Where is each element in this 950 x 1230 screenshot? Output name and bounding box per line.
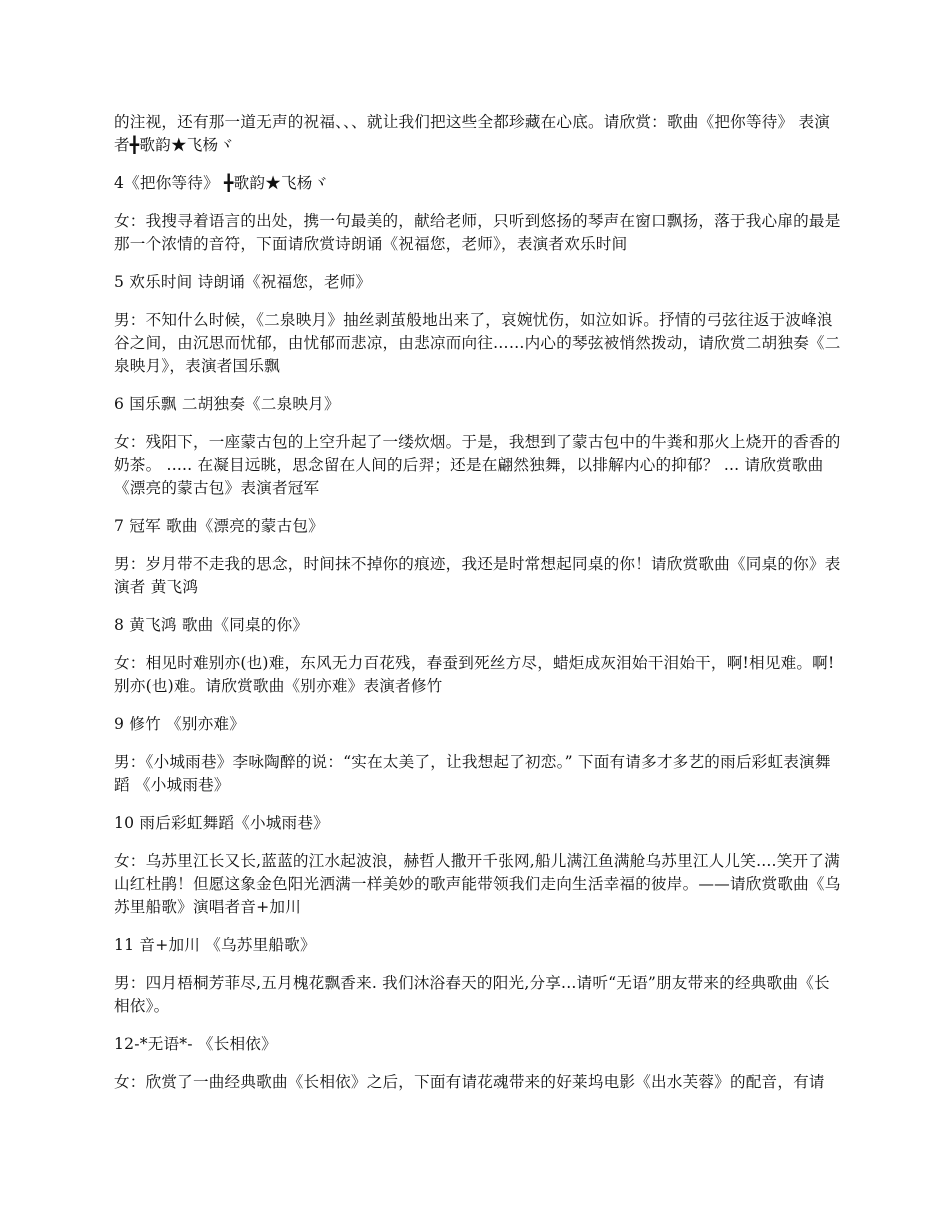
- program-item-7: 7 冠军 歌曲《漂亮的蒙古包》: [114, 517, 324, 535]
- program-item-5: 5 欢乐时间 诗朗诵《祝福您，老师》: [114, 273, 372, 291]
- program-item-12: 12-*无语*- 《长相依》: [114, 1035, 277, 1053]
- program-item-10: 10 雨后彩虹舞蹈《小城雨巷》: [114, 814, 329, 832]
- host-line-male-2: 男：岁月带不走我的思念，时间抹不掉你的痕迹，我还是时常想起同桌的你！请欣赏歌曲《同桌的你》表演者 黄飞鸿: [114, 555, 841, 596]
- paragraph-intro-continuation: 的注视，还有那一道无声的祝福、、、就让我们把这些全都珍藏在心底。请欣赏：歌曲《把你等待》 表演者╋歌韵★飞杨ヾ: [114, 113, 831, 154]
- host-line-female-4: 女：乌苏里江长又长,蓝蓝的江水起波浪，赫哲人撒开千张网,船儿满江鱼满舱乌苏里江人儿笑....笑开了满山红杜鹃！但愿这象金色阳光洒满一样美妙的歌声能带领我们走向生活幸福的彼岸。——请欣赏歌曲《乌苏里船歌》演唱者音+加川: [114, 852, 841, 916]
- program-item-4: 4《把你等待》 ╋歌韵★飞杨ヾ: [114, 174, 329, 192]
- program-item-6: 6 国乐飘 二胡独奏《二泉映月》: [114, 395, 340, 413]
- host-line-female-3: 女：相见时难别亦(也)难，东风无力百花残，春蚕到死丝方尽，蜡炬成灰泪始干泪始干，啊!相见难。啊!别亦(也)难。请欣赏歌曲《别亦难》表演者修竹: [114, 654, 835, 695]
- program-item-8: 8 黄飞鸿 歌曲《同桌的你》: [114, 616, 309, 634]
- host-line-female-1: 女：我搜寻着语言的出处，携一句最美的，献给老师，只听到悠扬的琴声在窗口飘扬，落于我心扉的最是那一个浓情的音符，下面请欣赏诗朗诵《祝福您，老师》，表演者欢乐时间: [114, 212, 841, 253]
- document-page: [114, 111, 842, 1094]
- host-line-male-1: 男：不知什么时候，《二泉映月》抽丝剥茧般地出来了，哀婉忧伤，如泣如诉。抒情的弓弦往返于波峰浪谷之间，由沉思而忧郁，由忧郁而悲凉，由悲凉而向往……内心的琴弦被悄然拨动，请欣赏二胡独奏《二泉映月》，表演者国乐飘: [114, 311, 841, 375]
- program-item-9: 9 修竹 《别亦难》: [114, 715, 245, 733]
- host-line-male-3: 男：《小城雨巷》李咏陶醉的说：“实在太美了，让我想起了初恋。” 下面有请多才多艺的雨后彩虹表演舞蹈 《小城雨巷》: [114, 753, 831, 794]
- host-line-female-2: 女：残阳下，一座蒙古包的上空升起了一缕炊烟。于是，我想到了蒙古包中的牛粪和那火上烧开的香香的奶茶。 ..... 在凝目远眺，思念留在人间的后羿；还是在翩然独舞，以排解内心的抑郁？ ... 请欣赏歌曲《漂亮的蒙古包》表演者冠军: [114, 433, 841, 497]
- host-line-male-4: 男：四月梧桐芳菲尽,五月槐花飘香来. 我们沐浴春天的阳光,分享...请听“无语”朋友带来的经典歌曲《长相依》。: [114, 974, 830, 1015]
- host-line-female-5: 女：欣赏了一曲经典歌曲《长相依》之后，下面有请花魂带来的好莱坞电影《出水芙蓉》的配音，有请: [114, 1073, 825, 1091]
- program-item-11: 11 音+加川 《乌苏里船歌》: [114, 936, 316, 954]
